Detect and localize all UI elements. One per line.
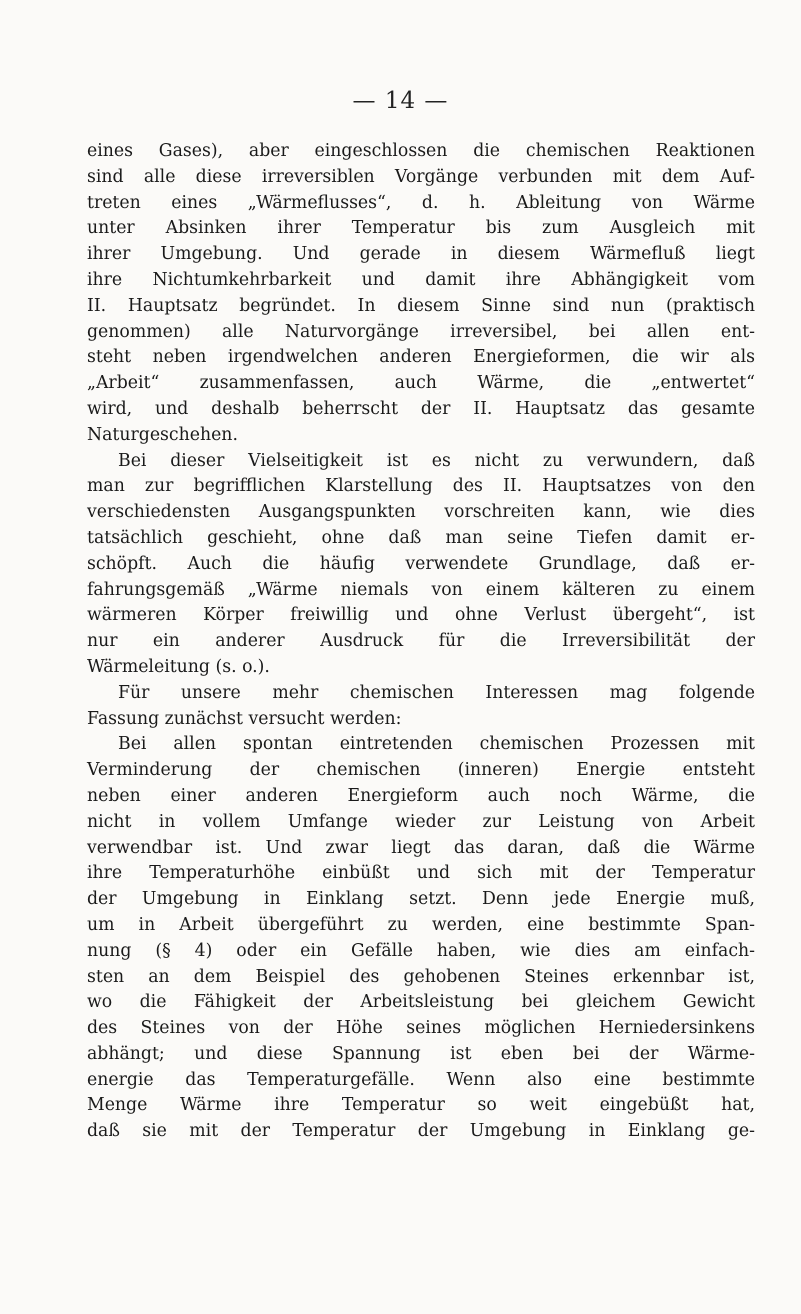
text-line: nung (§ 4) oder ein Gefälle haben, wie dies am einfach- — [87, 940, 755, 961]
text-line: sind alle diese irreversiblen Vorgänge verbunden mit dem Auf- — [87, 166, 755, 187]
text-line: man zur begrifflichen Klarstellung des II. Hauptsatzes von den — [87, 476, 755, 497]
text-line: energie das Temperaturgefälle. Wenn also eine bestimmte — [87, 1069, 755, 1090]
text-line: nur ein anderer Ausdruck für die Irreversibilität der — [87, 631, 755, 652]
text-line: genommen) alle Naturvorgänge irreversibel, bei allen ent- — [87, 321, 755, 342]
text-line: daß sie mit der Temperatur der Umgebung in Einklang ge- — [87, 1121, 755, 1142]
text-line: abhängt; und diese Spannung ist eben bei der Wärme- — [87, 1043, 755, 1064]
text-line: um in Arbeit übergeführt zu werden, eine bestimmte Span- — [87, 914, 755, 935]
text-line: ihre Nichtumkehrbarkeit und damit ihre Abhängigkeit vom — [87, 269, 755, 290]
text-line: neben einer anderen Energieform auch noch Wärme, die — [87, 785, 755, 806]
text-line: ihre Temperaturhöhe einbüßt und sich mit der Temperatur — [87, 863, 755, 884]
text-line: Bei allen spontan eintretenden chemischen Prozessen mit — [118, 734, 755, 755]
text-line: wo die Fähigkeit der Arbeitsleistung bei gleichem Gewicht — [87, 992, 755, 1013]
text-line: tatsächlich geschieht, ohne daß man seine Tiefen damit er- — [87, 527, 755, 548]
text-line: verschiedensten Ausgangspunkten vorschreiten kann, wie dies — [87, 502, 755, 523]
text-line: unter Absinken ihrer Temperatur bis zum Ausgleich mit — [87, 218, 755, 239]
text-line: wärmeren Körper freiwillig und ohne Verlust übergeht“, ist — [87, 605, 755, 626]
page-number: — 14 — — [352, 88, 449, 114]
text-line: Für unsere mehr chemischen Interessen mag folgende — [118, 682, 755, 703]
text-line: wird, und deshalb beherrscht der II. Hauptsatz das gesamte — [87, 398, 755, 419]
text-line: der Umgebung in Einklang setzt. Denn jede Energie muß, — [87, 889, 755, 910]
text-line: Wärmeleitung (s. o.). — [87, 656, 270, 677]
text-line: Menge Wärme ihre Temperatur so weit eingebüßt hat, — [87, 1095, 755, 1116]
text-line: Naturgeschehen. — [87, 424, 238, 445]
text-line: steht neben irgendwelchen anderen Energieformen, die wir als — [87, 347, 755, 368]
text-line: Fassung zunächst versucht werden: — [87, 708, 402, 729]
text-line: nicht in vollem Umfange wieder zur Leistung von Arbeit — [87, 811, 755, 832]
text-line: sten an dem Beispiel des gehobenen Steines erkennbar ist, — [87, 966, 755, 987]
text-line: „Arbeit“ zusammenfassen, auch Wärme, die „entwertet“ — [87, 373, 755, 394]
text-line: eines Gases), aber eingeschlossen die chemischen Reaktionen — [87, 141, 755, 161]
text-line: schöpft. Auch die häufig verwendete Grundlage, daß er- — [87, 553, 755, 574]
text-line: treten eines „Wärmeflusses“, d. h. Ableitung von Wärme — [87, 192, 755, 213]
text-line: verwendbar ist. Und zwar liegt das daran, daß die Wärme — [87, 837, 755, 858]
text-line: Bei dieser Vielseitigkeit ist es nicht zu verwundern, daß — [118, 450, 755, 471]
text-line: fahrungsgemäß „Wärme niemals von einem kälteren zu einem — [87, 579, 755, 600]
text-line: II. Hauptsatz begründet. In diesem Sinne sind nun (praktisch — [87, 295, 755, 316]
text-line: Verminderung der chemischen (inneren) Energie entsteht — [87, 760, 755, 781]
text-line: des Steines von der Höhe seines möglichen Herniedersinkens — [87, 1018, 755, 1039]
body-text — [87, 139, 755, 1145]
text-line: ihrer Umgebung. Und gerade in diesem Wärmefluß liegt — [87, 244, 755, 265]
